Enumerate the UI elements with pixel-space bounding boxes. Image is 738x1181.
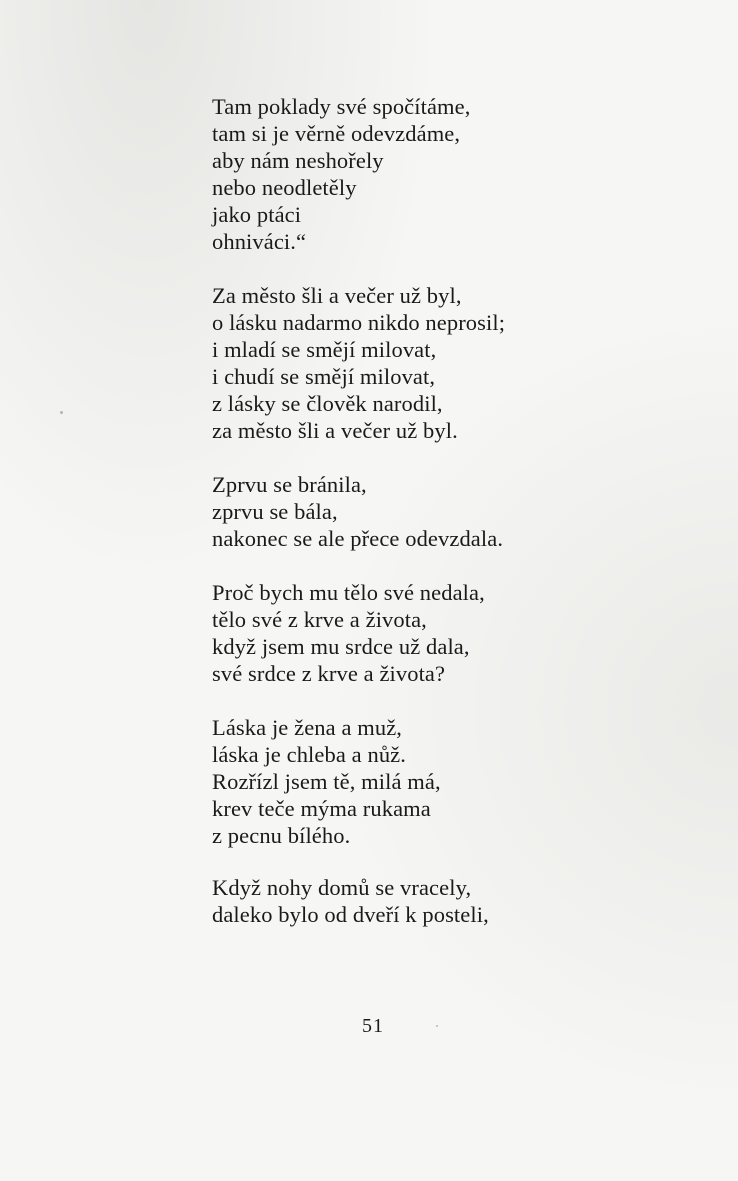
poem-line: za město šli a večer už byl.	[212, 418, 458, 443]
stanza	[212, 874, 712, 928]
poem-line: Proč bych mu tělo své nedala,	[212, 580, 485, 605]
poem-line: nakonec se ale přece odevzdala.	[212, 526, 504, 551]
poem-line: Když nohy domů se vracely,	[212, 875, 472, 900]
poem-line: nebo neodletěly	[212, 175, 357, 200]
stanza	[212, 714, 712, 849]
poem-line: tam si je věrně odevzdáme,	[212, 121, 461, 146]
page-number: 51	[362, 1015, 384, 1037]
poem-line: z pecnu bílého.	[212, 823, 351, 848]
stanza	[212, 93, 712, 255]
stanza	[212, 579, 712, 687]
poem-line: Rozřízl jsem tě, milá má,	[212, 769, 441, 794]
poem-line: Tam poklady své spočítáme,	[212, 94, 471, 119]
poem-line: i chudí se smějí milovat,	[212, 364, 436, 389]
stanza	[212, 471, 712, 552]
poem-line: aby nám neshořely	[212, 148, 384, 173]
ink-speck	[60, 411, 63, 414]
poem-line: své srdce z krve a života?	[212, 661, 446, 686]
poem-line: láska je chleba a nůž.	[212, 742, 406, 767]
poem-line: Láska je žena a muž,	[212, 715, 403, 740]
poem-line: z lásky se člověk narodil,	[212, 391, 443, 416]
poem-line: daleko bylo od dveří k posteli,	[212, 902, 489, 927]
poem-line: i mladí se smějí milovat,	[212, 337, 437, 362]
poem-line: když jsem mu srdce už dala,	[212, 634, 470, 659]
poem-line: Zprvu se bránila,	[212, 472, 367, 497]
poem-text	[212, 93, 712, 928]
poem-line: jako ptáci	[212, 202, 302, 227]
poem-line: Za město šli a večer už byl,	[212, 283, 462, 308]
poem-line: tělo své z krve a života,	[212, 607, 427, 632]
stanza	[212, 282, 712, 444]
poem-line: o lásku nadarmo nikdo neprosil;	[212, 310, 506, 335]
poem-line: zprvu se bála,	[212, 499, 338, 524]
poem-line: krev teče mýma rukama	[212, 796, 431, 821]
poem-line: ohniváci.“	[212, 229, 307, 254]
